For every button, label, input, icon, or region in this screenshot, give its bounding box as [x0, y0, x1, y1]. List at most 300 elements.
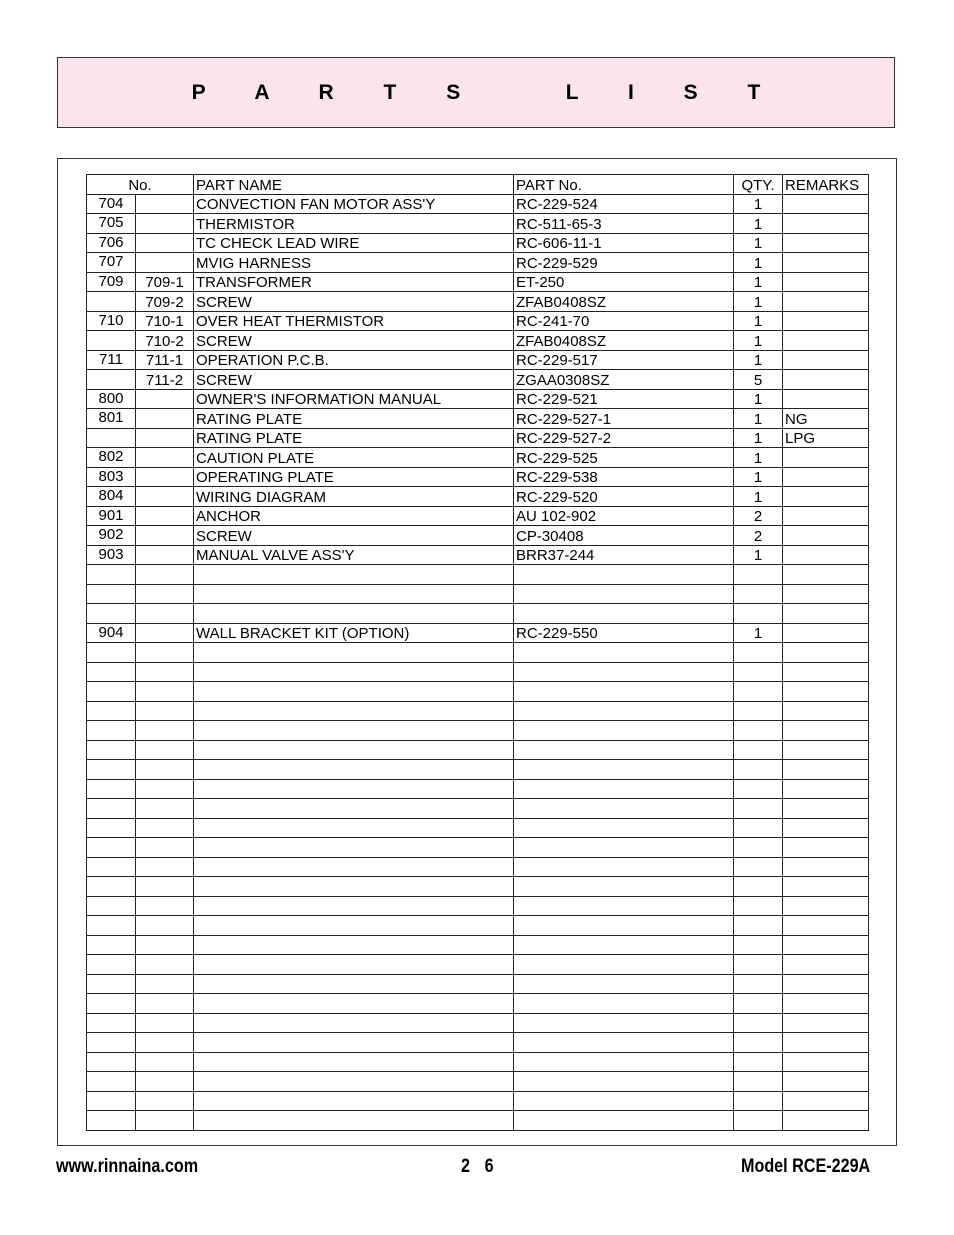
cell-qty: 1 [734, 545, 783, 565]
table-row [87, 779, 869, 799]
table-row [87, 526, 869, 546]
cell-no [87, 974, 136, 994]
cell-sub-no: 710-2 [136, 331, 194, 351]
cell-sub-no: 710-1 [136, 311, 194, 331]
cell-sub-no [136, 955, 194, 975]
cell-qty [734, 799, 783, 819]
cell-part-name [194, 1072, 514, 1092]
cell-part-name: OVER HEAT THERMISTOR [194, 311, 514, 331]
table-row [87, 643, 869, 663]
cell-qty: 1 [734, 350, 783, 370]
cell-remarks [783, 233, 869, 253]
cell-remarks [783, 467, 869, 487]
cell-part-name [194, 643, 514, 663]
cell-part-name [194, 818, 514, 838]
table-row [87, 604, 869, 624]
cell-no: 707 [87, 253, 136, 273]
cell-remarks [783, 682, 869, 702]
cell-part-no: RC-511-65-3 [514, 214, 734, 234]
cell-qty: 1 [734, 409, 783, 429]
cell-part-no [514, 916, 734, 936]
cell-qty: 1 [734, 448, 783, 468]
cell-qty [734, 974, 783, 994]
cell-part-no: RC-229-524 [514, 194, 734, 214]
cell-part-no [514, 838, 734, 858]
cell-no [87, 1111, 136, 1131]
cell-no: 901 [87, 506, 136, 526]
cell-no: 904 [87, 623, 136, 643]
cell-part-no: RC-229-527-1 [514, 409, 734, 429]
cell-part-name: MVIG HARNESS [194, 253, 514, 273]
cell-no: 800 [87, 389, 136, 409]
cell-part-no: RC-229-538 [514, 467, 734, 487]
cell-sub-no: 709-2 [136, 292, 194, 312]
header-part-no: PART No. [514, 175, 734, 195]
table-row [87, 1091, 869, 1111]
table-row [87, 818, 869, 838]
cell-sub-no [136, 448, 194, 468]
cell-remarks [783, 974, 869, 994]
cell-remarks [783, 506, 869, 526]
cell-qty [734, 643, 783, 663]
table-row [87, 584, 869, 604]
cell-part-name [194, 857, 514, 877]
cell-qty [734, 1052, 783, 1072]
cell-remarks [783, 779, 869, 799]
cell-part-no [514, 877, 734, 897]
cell-part-no: RC-241-70 [514, 311, 734, 331]
cell-remarks [783, 643, 869, 663]
cell-remarks [783, 311, 869, 331]
cell-no [87, 779, 136, 799]
cell-sub-no [136, 896, 194, 916]
cell-part-no: RC-229-527-2 [514, 428, 734, 448]
header-qty: QTY. [734, 175, 783, 195]
cell-qty: 1 [734, 487, 783, 507]
cell-no: 704 [87, 194, 136, 214]
cell-no [87, 682, 136, 702]
cell-sub-no [136, 1111, 194, 1131]
cell-part-no [514, 799, 734, 819]
page-title: P A R T S L I S T [191, 80, 783, 104]
cell-part-name [194, 604, 514, 624]
table-row [87, 662, 869, 682]
table-row [87, 1111, 869, 1131]
cell-sub-no [136, 214, 194, 234]
cell-part-no: ZFAB0408SZ [514, 292, 734, 312]
cell-qty [734, 877, 783, 897]
table-row [87, 545, 869, 565]
table-row [87, 1072, 869, 1092]
cell-no: 803 [87, 467, 136, 487]
cell-qty [734, 584, 783, 604]
cell-qty [734, 955, 783, 975]
cell-sub-no [136, 389, 194, 409]
cell-part-no: CP-30408 [514, 526, 734, 546]
cell-qty [734, 662, 783, 682]
table-row [87, 389, 869, 409]
cell-part-no [514, 740, 734, 760]
cell-qty [734, 994, 783, 1014]
cell-no [87, 896, 136, 916]
cell-part-no [514, 779, 734, 799]
cell-part-name: CONVECTION FAN MOTOR ASS'Y [194, 194, 514, 214]
cell-part-name: SCREW [194, 526, 514, 546]
cell-part-no [514, 760, 734, 780]
cell-no [87, 1091, 136, 1111]
cell-remarks [783, 701, 869, 721]
cell-part-name [194, 1111, 514, 1131]
cell-part-name [194, 1033, 514, 1053]
cell-sub-no [136, 877, 194, 897]
cell-no: 903 [87, 545, 136, 565]
cell-no [87, 1033, 136, 1053]
cell-part-name [194, 896, 514, 916]
cell-part-no [514, 701, 734, 721]
table-row [87, 506, 869, 526]
table-row [87, 1033, 869, 1053]
cell-sub-no [136, 682, 194, 702]
table-row [87, 194, 869, 214]
cell-no [87, 916, 136, 936]
cell-remarks [783, 526, 869, 546]
cell-qty: 1 [734, 253, 783, 273]
table-row [87, 935, 869, 955]
cell-sub-no [136, 623, 194, 643]
cell-part-name [194, 565, 514, 585]
table-row [87, 350, 869, 370]
cell-qty: 1 [734, 428, 783, 448]
cell-remarks [783, 838, 869, 858]
cell-part-no [514, 1013, 734, 1033]
cell-part-name [194, 779, 514, 799]
cell-remarks [783, 662, 869, 682]
cell-remarks [783, 253, 869, 273]
table-row [87, 916, 869, 936]
cell-sub-no [136, 409, 194, 429]
cell-remarks [783, 331, 869, 351]
table-row [87, 331, 869, 351]
table-row [87, 292, 869, 312]
table-row [87, 760, 869, 780]
cell-part-name [194, 877, 514, 897]
cell-qty [734, 896, 783, 916]
cell-no: 802 [87, 448, 136, 468]
table-row [87, 487, 869, 507]
cell-part-no [514, 955, 734, 975]
cell-part-no: RC-229-520 [514, 487, 734, 507]
cell-qty [734, 604, 783, 624]
cell-qty: 1 [734, 467, 783, 487]
table-row [87, 565, 869, 585]
cell-qty [734, 740, 783, 760]
cell-part-name: OWNER'S INFORMATION MANUAL [194, 389, 514, 409]
cell-sub-no [136, 467, 194, 487]
cell-no [87, 662, 136, 682]
cell-remarks [783, 1013, 869, 1033]
cell-no [87, 877, 136, 897]
cell-sub-no [136, 857, 194, 877]
cell-part-no: RC-229-525 [514, 448, 734, 468]
cell-part-no [514, 857, 734, 877]
cell-part-name [194, 682, 514, 702]
table-row [87, 311, 869, 331]
header-no: No. [87, 175, 194, 195]
header-part-name: PART NAME [194, 175, 514, 195]
cell-qty: 1 [734, 194, 783, 214]
table-row [87, 974, 869, 994]
cell-part-name [194, 760, 514, 780]
cell-qty: 2 [734, 526, 783, 546]
cell-sub-no [136, 545, 194, 565]
cell-qty: 1 [734, 272, 783, 292]
cell-no [87, 604, 136, 624]
table-row [87, 682, 869, 702]
cell-sub-no [136, 662, 194, 682]
cell-remarks [783, 896, 869, 916]
cell-sub-no [136, 643, 194, 663]
cell-no [87, 565, 136, 585]
table-row [87, 448, 869, 468]
cell-remarks [783, 487, 869, 507]
cell-part-name [194, 935, 514, 955]
cell-no [87, 760, 136, 780]
cell-remarks [783, 545, 869, 565]
cell-part-no [514, 662, 734, 682]
table-row [87, 428, 869, 448]
cell-sub-no [136, 233, 194, 253]
cell-sub-no: 711-1 [136, 350, 194, 370]
cell-remarks [783, 350, 869, 370]
cell-part-no [514, 604, 734, 624]
cell-remarks [783, 584, 869, 604]
cell-part-name [194, 955, 514, 975]
cell-sub-no [136, 994, 194, 1014]
cell-sub-no: 711-2 [136, 370, 194, 390]
cell-part-name [194, 799, 514, 819]
cell-sub-no [136, 1013, 194, 1033]
cell-part-name [194, 662, 514, 682]
cell-qty [734, 818, 783, 838]
cell-part-no [514, 994, 734, 1014]
footer-website: www.rinnaina.com [56, 1156, 199, 1177]
cell-sub-no [136, 721, 194, 741]
table-row [87, 467, 869, 487]
table-row [87, 409, 869, 429]
cell-no: 705 [87, 214, 136, 234]
cell-sub-no [136, 935, 194, 955]
table-header-row [87, 175, 869, 195]
table-row [87, 214, 869, 234]
cell-remarks [783, 1091, 869, 1111]
cell-qty [734, 1013, 783, 1033]
cell-sub-no [136, 916, 194, 936]
cell-part-no: RC-606-11-1 [514, 233, 734, 253]
cell-qty [734, 565, 783, 585]
cell-remarks: LPG [783, 428, 869, 448]
parts-table-body [87, 194, 869, 1130]
cell-part-no [514, 584, 734, 604]
cell-part-name [194, 838, 514, 858]
cell-qty: 1 [734, 292, 783, 312]
cell-no [87, 721, 136, 741]
cell-part-name [194, 584, 514, 604]
cell-remarks [783, 1111, 869, 1131]
cell-qty [734, 721, 783, 741]
cell-sub-no [136, 565, 194, 585]
cell-part-name: OPERATION P.C.B. [194, 350, 514, 370]
cell-no [87, 994, 136, 1014]
footer-page-number: 2 6 [461, 1156, 499, 1177]
table-row [87, 253, 869, 273]
cell-no [87, 740, 136, 760]
cell-part-no [514, 818, 734, 838]
cell-part-no: AU 102-902 [514, 506, 734, 526]
cell-sub-no [136, 779, 194, 799]
cell-part-name [194, 974, 514, 994]
cell-part-no [514, 1033, 734, 1053]
cell-part-no [514, 1111, 734, 1131]
cell-sub-no [136, 428, 194, 448]
cell-qty: 1 [734, 233, 783, 253]
cell-qty [734, 1091, 783, 1111]
cell-qty: 1 [734, 623, 783, 643]
cell-qty: 2 [734, 506, 783, 526]
cell-part-name [194, 721, 514, 741]
cell-sub-no [136, 604, 194, 624]
cell-part-name: ANCHOR [194, 506, 514, 526]
cell-qty [734, 1033, 783, 1053]
title-banner [57, 57, 895, 128]
cell-part-no [514, 1091, 734, 1111]
cell-remarks [783, 370, 869, 390]
cell-part-no [514, 682, 734, 702]
cell-part-no [514, 721, 734, 741]
cell-part-no [514, 643, 734, 663]
table-row [87, 955, 869, 975]
cell-remarks [783, 935, 869, 955]
cell-no: 711 [87, 350, 136, 370]
cell-part-name: TC CHECK LEAD WIRE [194, 233, 514, 253]
cell-part-name: RATING PLATE [194, 428, 514, 448]
cell-part-no [514, 1072, 734, 1092]
cell-sub-no [136, 1052, 194, 1072]
cell-no: 801 [87, 409, 136, 429]
cell-qty: 1 [734, 389, 783, 409]
cell-part-no: RC-229-550 [514, 623, 734, 643]
cell-part-no: ET-250 [514, 272, 734, 292]
cell-part-name: SCREW [194, 331, 514, 351]
cell-no [87, 331, 136, 351]
cell-part-no: ZFAB0408SZ [514, 331, 734, 351]
table-row [87, 857, 869, 877]
cell-qty: 1 [734, 214, 783, 234]
cell-remarks [783, 1052, 869, 1072]
cell-part-name [194, 994, 514, 1014]
cell-sub-no [136, 1072, 194, 1092]
cell-no [87, 584, 136, 604]
cell-no [87, 643, 136, 663]
cell-qty: 1 [734, 311, 783, 331]
cell-remarks [783, 272, 869, 292]
cell-qty [734, 682, 783, 702]
cell-no: 709 [87, 272, 136, 292]
cell-part-name: TRANSFORMER [194, 272, 514, 292]
cell-part-no: RC-229-529 [514, 253, 734, 273]
cell-no [87, 838, 136, 858]
cell-sub-no [136, 701, 194, 721]
cell-no: 706 [87, 233, 136, 253]
cell-remarks [783, 818, 869, 838]
cell-remarks [783, 721, 869, 741]
cell-part-name: WALL BRACKET KIT (OPTION) [194, 623, 514, 643]
cell-remarks [783, 565, 869, 585]
cell-part-no: RC-229-517 [514, 350, 734, 370]
cell-qty [734, 701, 783, 721]
cell-sub-no [136, 584, 194, 604]
cell-sub-no [136, 1091, 194, 1111]
cell-part-no: ZGAA0308SZ [514, 370, 734, 390]
cell-remarks [783, 604, 869, 624]
cell-qty [734, 935, 783, 955]
table-row [87, 272, 869, 292]
cell-remarks [783, 799, 869, 819]
table-row [87, 1052, 869, 1072]
cell-qty [734, 1072, 783, 1092]
cell-no: 710 [87, 311, 136, 331]
cell-qty [734, 1111, 783, 1131]
cell-remarks [783, 1072, 869, 1092]
cell-remarks [783, 955, 869, 975]
cell-remarks [783, 916, 869, 936]
table-row [87, 623, 869, 643]
cell-part-name: MANUAL VALVE ASS'Y [194, 545, 514, 565]
cell-remarks [783, 740, 869, 760]
cell-part-no: RC-229-521 [514, 389, 734, 409]
cell-part-name: SCREW [194, 292, 514, 312]
cell-no [87, 1013, 136, 1033]
cell-sub-no [136, 974, 194, 994]
cell-sub-no [136, 487, 194, 507]
cell-remarks [783, 214, 869, 234]
cell-sub-no [136, 740, 194, 760]
cell-remarks [783, 623, 869, 643]
cell-remarks [783, 292, 869, 312]
footer-model: Model RCE-229A [741, 1156, 871, 1177]
cell-part-name [194, 1091, 514, 1111]
cell-remarks [783, 389, 869, 409]
cell-part-name [194, 1013, 514, 1033]
cell-no [87, 818, 136, 838]
cell-sub-no [136, 253, 194, 273]
cell-sub-no [136, 799, 194, 819]
cell-remarks [783, 857, 869, 877]
cell-part-no [514, 1052, 734, 1072]
cell-qty [734, 857, 783, 877]
table-row [87, 701, 869, 721]
table-row [87, 370, 869, 390]
cell-part-name: THERMISTOR [194, 214, 514, 234]
table-row [87, 1013, 869, 1033]
cell-qty: 5 [734, 370, 783, 390]
cell-qty [734, 838, 783, 858]
cell-part-no [514, 935, 734, 955]
cell-qty [734, 916, 783, 936]
cell-remarks [783, 877, 869, 897]
cell-no [87, 1072, 136, 1092]
cell-part-name [194, 1052, 514, 1072]
cell-sub-no [136, 818, 194, 838]
